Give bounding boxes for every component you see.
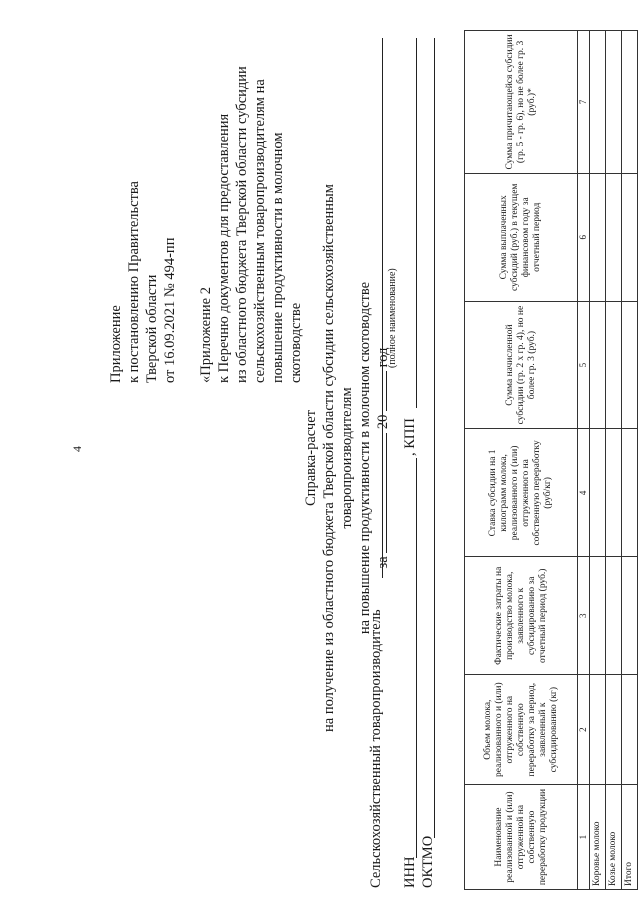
document-sheet — [12, 28, 634, 898]
appendix-line: Тверской области — [144, 274, 160, 383]
table-header: Ставка субсидии на 1 килограмм молока, реализованного и (или) отгруженного на собственную переработку (руб/кг) — [465, 429, 578, 557]
column-number: 4 — [578, 429, 590, 557]
column-number: 5 — [578, 301, 590, 429]
page-number: 4 — [70, 446, 84, 452]
oktmo-label: ОКТМО — [420, 835, 436, 888]
row-label: Итого — [622, 785, 638, 890]
table-cell[interactable] — [606, 31, 622, 174]
kpp-blank[interactable] — [416, 38, 417, 408]
title-line: Справка-расчет — [303, 410, 319, 506]
table-header-row — [465, 31, 578, 890]
table-row — [606, 31, 622, 890]
table-cell[interactable] — [622, 173, 638, 301]
appendix-subline: «Приложение 2 — [198, 287, 214, 383]
period-suffix: год — [375, 347, 391, 368]
row-label: Коровье молоко — [590, 785, 606, 890]
appendix-subline: из областного бюджета Тверской области субсидии — [234, 66, 250, 383]
table-cell[interactable] — [590, 429, 606, 557]
table-cell[interactable] — [590, 675, 606, 785]
period-year: 20 — [375, 414, 391, 430]
period-prefix: за — [375, 556, 391, 569]
table-cell[interactable] — [606, 429, 622, 557]
producer-name-blank[interactable] — [382, 38, 383, 578]
appendix-line: к постановлению Правительства — [126, 181, 142, 383]
title-line: на повышение продуктивности в молочном скотоводстве — [357, 281, 373, 635]
producer-block — [367, 28, 437, 888]
table-header: Сумма начисленной субсидии (гр. 2 х гр. 4), но не более гр. 3 (руб.) — [465, 301, 578, 429]
table-row — [590, 31, 606, 890]
appendix-block — [107, 33, 305, 383]
inn-blank[interactable] — [416, 458, 417, 858]
table-header: Объем молока, реализованного и (или) отгруженного на собственную переработку за период, заявленный к субсидированию (кг) — [465, 675, 578, 785]
table-cell[interactable] — [606, 301, 622, 429]
table-cell[interactable] — [622, 31, 638, 174]
table-cell[interactable] — [622, 429, 638, 557]
column-number: 1 — [578, 785, 590, 890]
table-cell[interactable] — [590, 557, 606, 675]
column-number: 6 — [578, 173, 590, 301]
table-header: Наименование реализованной и (или) отгруженной на собственную переработку продукции — [465, 785, 578, 890]
table-cell[interactable] — [590, 301, 606, 429]
table-cell[interactable] — [590, 31, 606, 174]
inn-label: ИНН — [402, 856, 418, 888]
appendix-subline: сельскохозяйственным товаропроизводителям на — [252, 79, 268, 383]
table-cell[interactable] — [606, 557, 622, 675]
row-label: Козье молоко — [606, 785, 622, 890]
table-cell[interactable] — [606, 173, 622, 301]
title-line: на получение из областного бюджета Тверской области субсидии сельскохозяйственным товаропроизводителям — [321, 184, 355, 732]
table-header: Сумма выплаченных субсидий (руб.) в текущем финансовом году за отчетный период — [465, 173, 578, 301]
appendix-line: Приложение — [108, 305, 124, 383]
appendix-line: от 16.09.2021 № 494-пп — [162, 237, 178, 383]
appendix-subline: скотоводстве — [288, 302, 304, 383]
column-number: 3 — [578, 557, 590, 675]
producer-hint: (полное наименование) — [387, 268, 398, 368]
table-row — [622, 31, 638, 890]
table-cell[interactable] — [590, 173, 606, 301]
kpp-label: , КПП — [402, 418, 418, 456]
column-number: 7 — [578, 31, 590, 174]
column-number: 2 — [578, 675, 590, 785]
table-header: Сумма причитающейся субсидии (гр. 5 - гр. 6), но не более гр. 3 (руб.)* — [465, 31, 578, 174]
table-number-row — [578, 31, 590, 890]
appendix-subline: к Перечню документов для предоставления — [216, 113, 232, 383]
table-cell[interactable] — [606, 675, 622, 785]
appendix-subline: повышение продуктивности в молочном — [270, 132, 286, 383]
table-header: Фактические затраты на производство молока, заявленного к субсидированию за отчетный период (руб.) — [465, 557, 578, 675]
producer-label: Сельскохозяйственный товаропроизводитель — [368, 609, 384, 888]
oktmo-blank[interactable] — [434, 38, 435, 838]
table-cell[interactable] — [622, 557, 638, 675]
calculation-table — [464, 30, 638, 890]
table-cell[interactable] — [622, 301, 638, 429]
table-cell[interactable] — [622, 675, 638, 785]
